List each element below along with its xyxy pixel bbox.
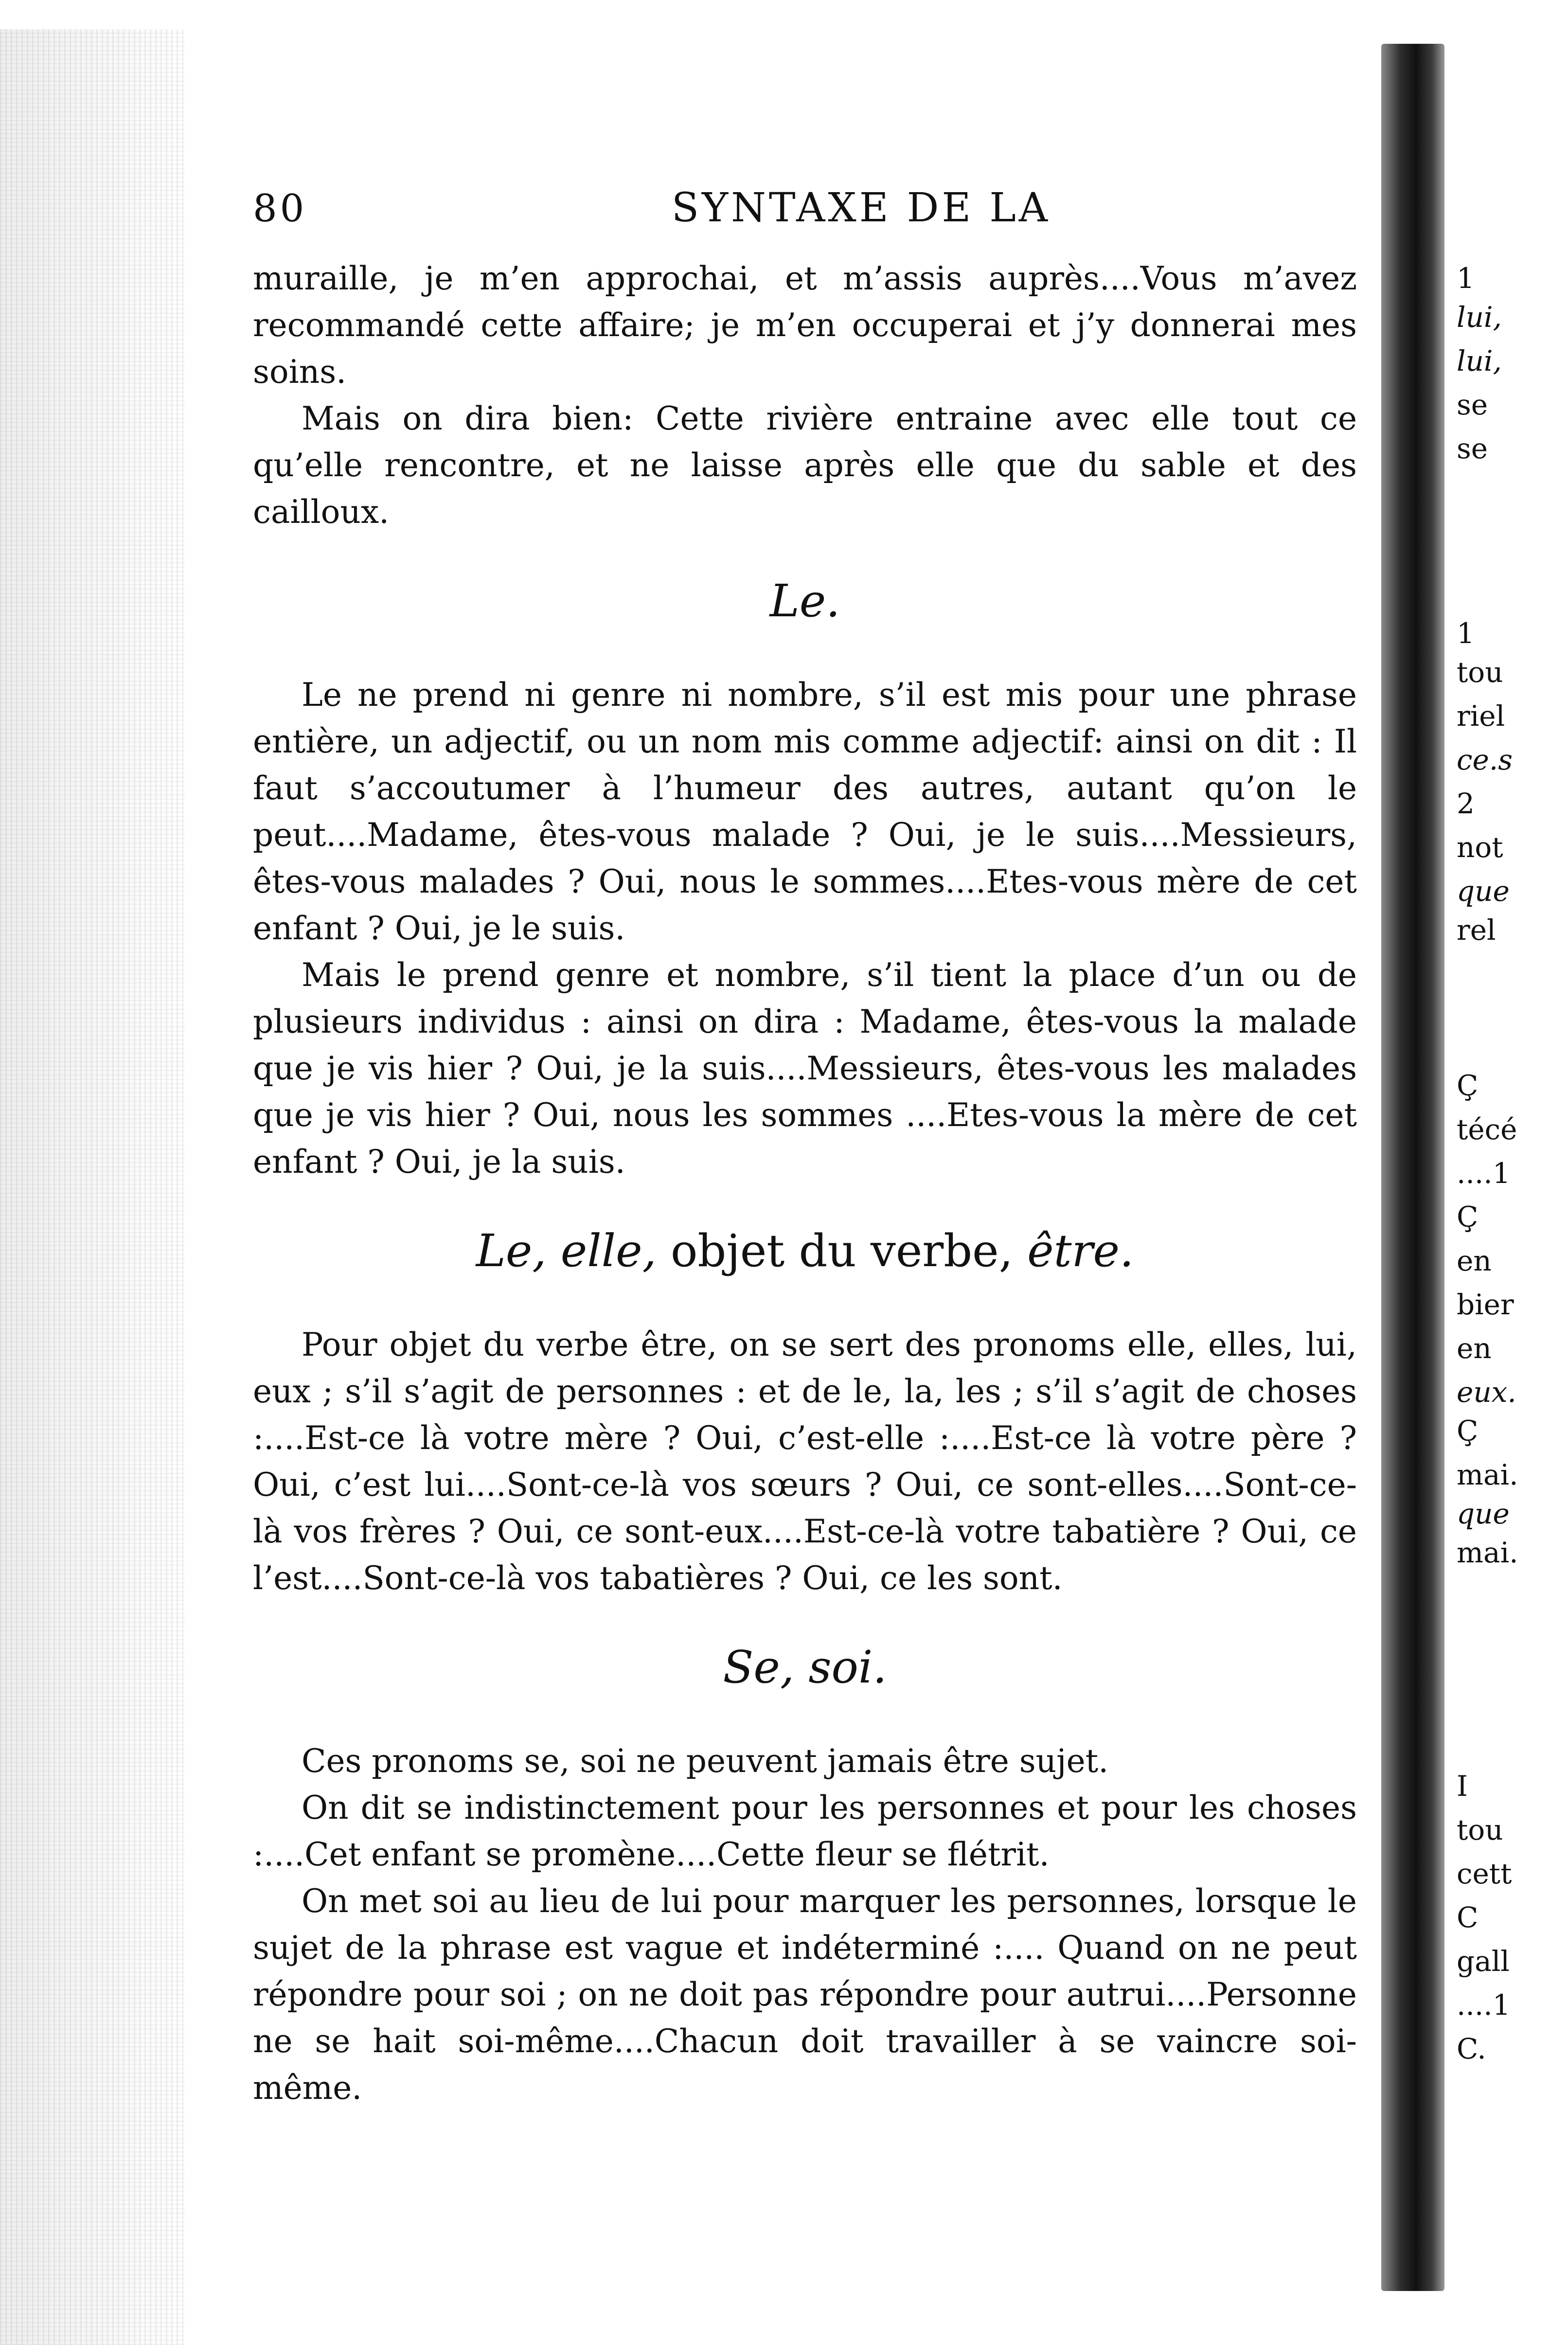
facing-fragment: not <box>1457 831 1503 864</box>
facing-fragment: C. <box>1457 2032 1486 2065</box>
facing-fragment: tou <box>1457 656 1503 689</box>
facing-fragment: ....1 <box>1457 1157 1511 1190</box>
facing-fragment: cett <box>1457 1857 1512 1890</box>
se-soi-paragraph-2: On dit se indistinctement pour les personnes et pour les choses :....Cet enfant se promène....Cette fleur se flétrit. <box>253 1789 1357 1873</box>
section-title-le-elle <box>253 1224 1357 1278</box>
facing-fragment: mai. <box>1457 1536 1518 1569</box>
book-page <box>253 185 1357 2276</box>
se-soi-paragraph-3: On met soi au lieu de lui pour marquer les personnes, lorsque le sujet de la phrase est vague et indéterminé :.... Quand on ne peut répondre pour soi ; on ne doit pas répondre pour autrui....Personne ne se hait soi-même....Chacun doit travailler à se vaincre soi-même. <box>253 1882 1357 2107</box>
intro-paragraph-2: Mais on dira bien: Cette rivière entraine avec elle tout ce qu’elle rencontre, et ne laisse après elle que du sable et des cailloux. <box>253 400 1357 531</box>
facing-fragment: ....1 <box>1457 1988 1511 2022</box>
facing-fragment: riel <box>1457 699 1505 733</box>
running-title: SYNTAXE DE LA <box>671 185 1051 231</box>
book-spine-gutter <box>1381 44 1444 2291</box>
le-paragraph-1: Le ne prend ni genre ni nombre, s’il est mis pour une phrase entière, un adjectif, ou un nom mis comme adjectif: ainsi on dit : Il faut s’accoutumer à l’humeur des autres, autant qu’on le peut....Madame, êtes-vous malade ? Oui, je le suis....Messieurs, êtes-vous malades ? Oui, nous le sommes....Etes-vous mère de cet enfant ? Oui, je le suis. <box>253 676 1357 947</box>
facing-fragment: mai. <box>1457 1458 1518 1491</box>
le-elle-paragraph-1: Pour objet du verbe être, on se sert des pronoms elle, elles, lui, eux ; s’il s’agit de personnes : et de le, la, les ; s’il s’agit de choses :....Est-ce là votre mère ? Oui, c’est-elle :....Est-ce là votre père ? Oui, c’est lui....Sont-ce-là vos sœurs ? Oui, ce sont-elles....Sont-ce-là vos frères ? Oui, ce sont-eux....Est-ce-là votre tabatière ? Oui, ce l’est....Sont-ce-là vos tabatières ? Oui, ce les sont. <box>253 1326 1357 1597</box>
section-title-le-elle-italic: Le, elle, <box>476 1225 657 1277</box>
facing-fragment: 1 <box>1457 617 1475 650</box>
facing-fragment: que <box>1457 1497 1510 1530</box>
facing-fragment: ce.s <box>1457 743 1513 776</box>
facing-fragment: 1 <box>1457 262 1475 295</box>
section-title-se-soi: Se, soi. <box>723 1641 887 1693</box>
facing-fragment: rel <box>1457 913 1496 947</box>
le-paragraph-2: Mais le prend genre et nombre, s’il tient la place d’un ou de plusieurs individus : ainsi on dira : Madame, êtes-vous la malade que je vis hier ? Oui, je la suis....Messieurs, êtes-vous les malades que je vis hier ? Oui, nous les sommes ....Etes-vous la mère de cet enfant ? Oui, je la suis. <box>253 956 1357 1181</box>
left-page-bleed <box>0 29 185 2345</box>
facing-fragment: Ç <box>1457 1069 1479 1102</box>
facing-fragment: C <box>1457 1901 1479 1934</box>
facing-fragment: en <box>1457 1332 1492 1365</box>
section-title-le-elle-italic-2: être. <box>1027 1225 1134 1277</box>
facing-fragment: bier <box>1457 1288 1514 1321</box>
facing-fragment: lui, <box>1457 344 1502 377</box>
facing-fragment: eux. <box>1457 1376 1516 1409</box>
facing-fragment: I <box>1457 1770 1468 1803</box>
facing-fragment: en <box>1457 1244 1492 1277</box>
page-header <box>253 185 1051 231</box>
facing-fragment: técé <box>1457 1113 1517 1146</box>
intro-paragraph-1: muraille, je m’en approchai, et m’assis auprès....Vous m’avez recommandé cette affaire; je m’en occuperai et j’y donnerai mes soins. <box>253 260 1357 391</box>
facing-fragment: lui, <box>1457 301 1502 334</box>
facing-fragment: gall <box>1457 1945 1510 1978</box>
facing-fragment: que <box>1457 875 1510 908</box>
section-title-le: Le. <box>769 575 840 627</box>
section-title-le-elle-roman: objet du verbe, <box>671 1225 1013 1277</box>
facing-fragment: tou <box>1457 1813 1503 1846</box>
facing-fragment: Ç <box>1457 1200 1479 1234</box>
page-number: 80 <box>253 187 307 231</box>
se-soi-paragraph-1: Ces pronoms se, soi ne peuvent jamais être sujet. <box>302 1742 1109 1780</box>
facing-fragment: se <box>1457 388 1488 421</box>
facing-fragment: 2 <box>1457 787 1475 820</box>
facing-fragment: Ç <box>1457 1414 1479 1448</box>
facing-fragment: se <box>1457 432 1488 465</box>
